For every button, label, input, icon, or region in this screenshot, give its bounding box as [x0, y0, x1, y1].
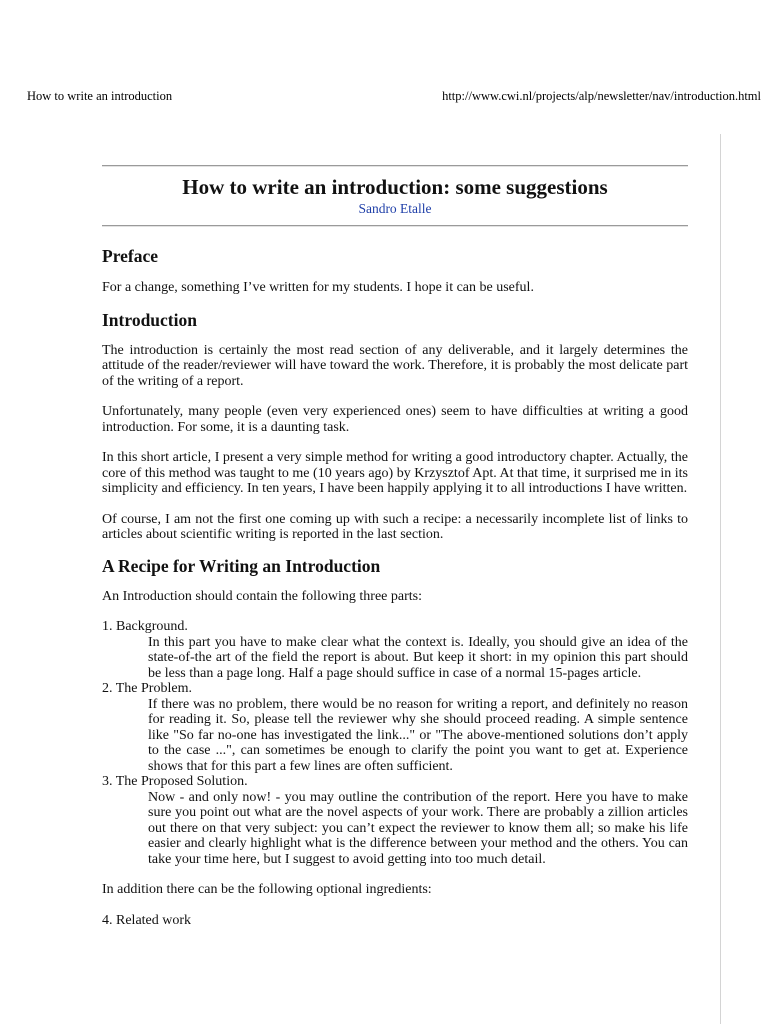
author-link[interactable]: Sandro Etalle	[358, 201, 432, 216]
intro-paragraph-3: In this short article, I present a very simple method for writing a good introductory chapter. Actually, the core of this method was taught to me (10 years ago) by Krzysztof Apt. At that time, it surprised me in its simplicity and efficiency. In ten years, I have been happily applying it to all introductions I have written.	[102, 450, 688, 496]
recipe-heading: A Recipe for Writing an Introduction	[102, 555, 381, 576]
print-header-title: How to write an introduction	[27, 89, 173, 103]
recipe-list	[102, 619, 688, 867]
intro-paragraph-1: The introduction is certainly the most read section of any deliverable, and it largely determines the attitude of the reader/reviewer will have toward the work. Therefore, it is probably the most delicate part of the writing of a report.	[102, 342, 688, 389]
document-body	[102, 160, 688, 928]
recipe-item-1-term: 1. Background.	[102, 619, 188, 634]
top-rule	[102, 165, 688, 167]
title-rule	[102, 225, 688, 227]
intro-paragraph-2: Unfortunately, many people (even very experienced ones) seem to have difficulties at writing a good introduction. For some, it is a daunting task.	[102, 404, 688, 435]
recipe-item-3-term: 3. The Proposed Solution.	[102, 774, 248, 789]
recipe-item-2-desc: If there was no problem, there would be no reason for writing a report, and definitely no reason for reading it. So, please tell the reviewer why she should proceed reading. A simple sentence like "So far no-one has investigated the link..." or "The above-mentioned solutions don’t apply to the case ...", can sometimes be enough to clarify the point you want to get at. Experience shows that for this part a few lines are often sufficient.	[148, 696, 688, 774]
recipe-item-2-term: 2. The Problem.	[102, 681, 192, 696]
article-title: How to write an introduction: some suggestions	[182, 175, 608, 199]
right-border-line	[720, 134, 721, 1024]
recipe-item-3-desc: Now - and only now! - you may outline the contribution of the report. Here you have to make sure you point out what are the novel aspects of your work. There are probably a zillion articles out there on that very subject: you can’t expect the reviewer to know them all; so make his life easier and clearly highlight what is the difference between your method and the others. You can take your time here, but I suggest to avoid getting into too much detail.	[148, 789, 688, 867]
recipe-item-1-desc: In this part you have to make clear what the context is. Ideally, you should give an idea of the state-of-the art of the field the report is about. But keep it short: in my opinion this part should be less than a page long. Half a page should suffice in case of a normal 15-pages article.	[148, 634, 688, 681]
optional-intro: In addition there can be the following optional ingredients:	[102, 882, 432, 897]
intro-paragraph-4: Of course, I am not the first one coming up with such a recipe: a necessarily incomplete list of links to articles about scientific writing is reported in the last section.	[102, 511, 688, 542]
recipe-intro: An Introduction should contain the following three parts:	[102, 588, 422, 604]
preface-heading: Preface	[102, 246, 159, 266]
print-header-url: http://www.cwi.nl/projects/alp/newsletter/nav/introduction.html	[442, 89, 761, 103]
optional-item-related-work: 4. Related work	[102, 912, 192, 928]
preface-text: For a change, something I’ve written for my students. I hope it can be useful.	[102, 280, 534, 295]
introduction-heading: Introduction	[102, 309, 197, 330]
